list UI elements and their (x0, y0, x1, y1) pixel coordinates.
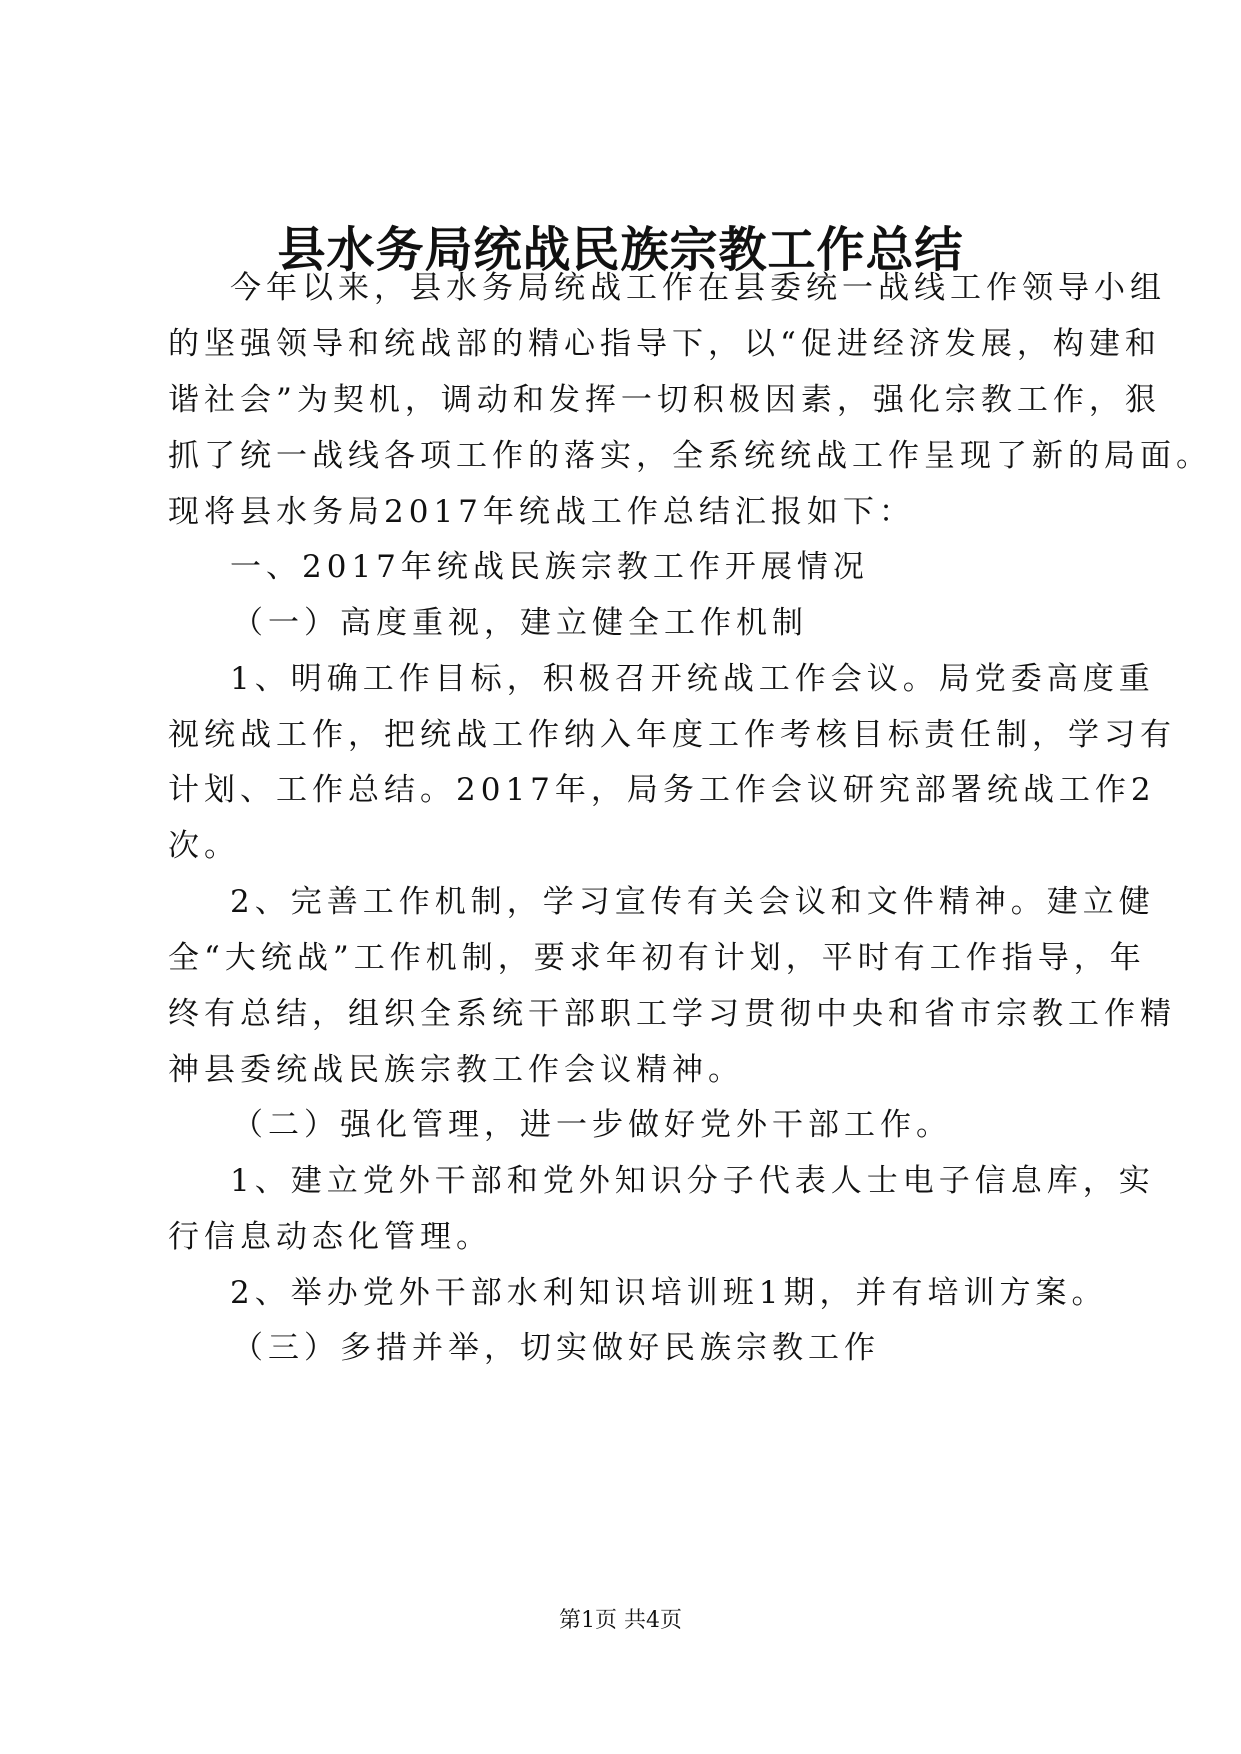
paragraph-line: 的坚强领导和统战部的精心指导下，以“促进经济发展，构建和 (168, 326, 1161, 362)
paragraph-line: 今年以来，县水务局统战工作在县委统一战线工作领导小组 (230, 270, 1166, 306)
paragraph-line: 2、完善工作机制，学习宣传有关会议和文件精神。建立健 (230, 884, 1155, 920)
paragraph-line: 全“大统战”工作机制，要求年初有计划，平时有工作指导，年 (168, 940, 1146, 976)
paragraph-line: 计划、工作总结。2017年，局务工作会议研究部署统战工作2 (168, 772, 1156, 808)
section-heading: 一、2017年统战民族宗教工作开展情况 (230, 549, 869, 585)
paragraph-line: 1、建立党外干部和党外知识分子代表人士电子信息库，实 (230, 1163, 1155, 1199)
paragraph-line: 2、举办党外干部水利知识培训班1期，并有培训方案。 (230, 1275, 1108, 1311)
subsection-heading: （三）多措并举，切实做好民族宗教工作 (232, 1330, 880, 1366)
paragraph-line: 神县委统战民族宗教工作会议精神。 (168, 1052, 744, 1088)
paragraph-line: 次。 (168, 828, 240, 864)
subsection-heading: （二）强化管理，进一步做好党外干部工作。 (232, 1107, 952, 1143)
subsection-heading: （一）高度重视，建立健全工作机制 (232, 605, 808, 641)
paragraph-line: 行信息动态化管理。 (168, 1219, 492, 1255)
paragraph-line: 现将县水务局2017年统战工作总结汇报如下： (168, 494, 915, 530)
paragraph-line: 谐社会”为契机，调动和发挥一切积极因素，强化宗教工作，狠 (168, 382, 1161, 418)
paragraph-line: 视统战工作，把统战工作纳入年度工作考核目标责任制，学习有 (168, 717, 1176, 753)
paragraph-line: 终有总结，组织全系统干部职工学习贯彻中央和省市宗教工作精 (168, 996, 1176, 1032)
paragraph-line: 抓了统一战线各项工作的落实，全系统统战工作呈现了新的局面。 (168, 438, 1212, 474)
document-title: 县水务局统战民族宗教工作总结 (277, 222, 964, 278)
paragraph-line: 1、明确工作目标，积极召开统战工作会议。局党委高度重 (230, 661, 1155, 697)
page-footer: 第1页 共4页 (559, 1608, 682, 1633)
